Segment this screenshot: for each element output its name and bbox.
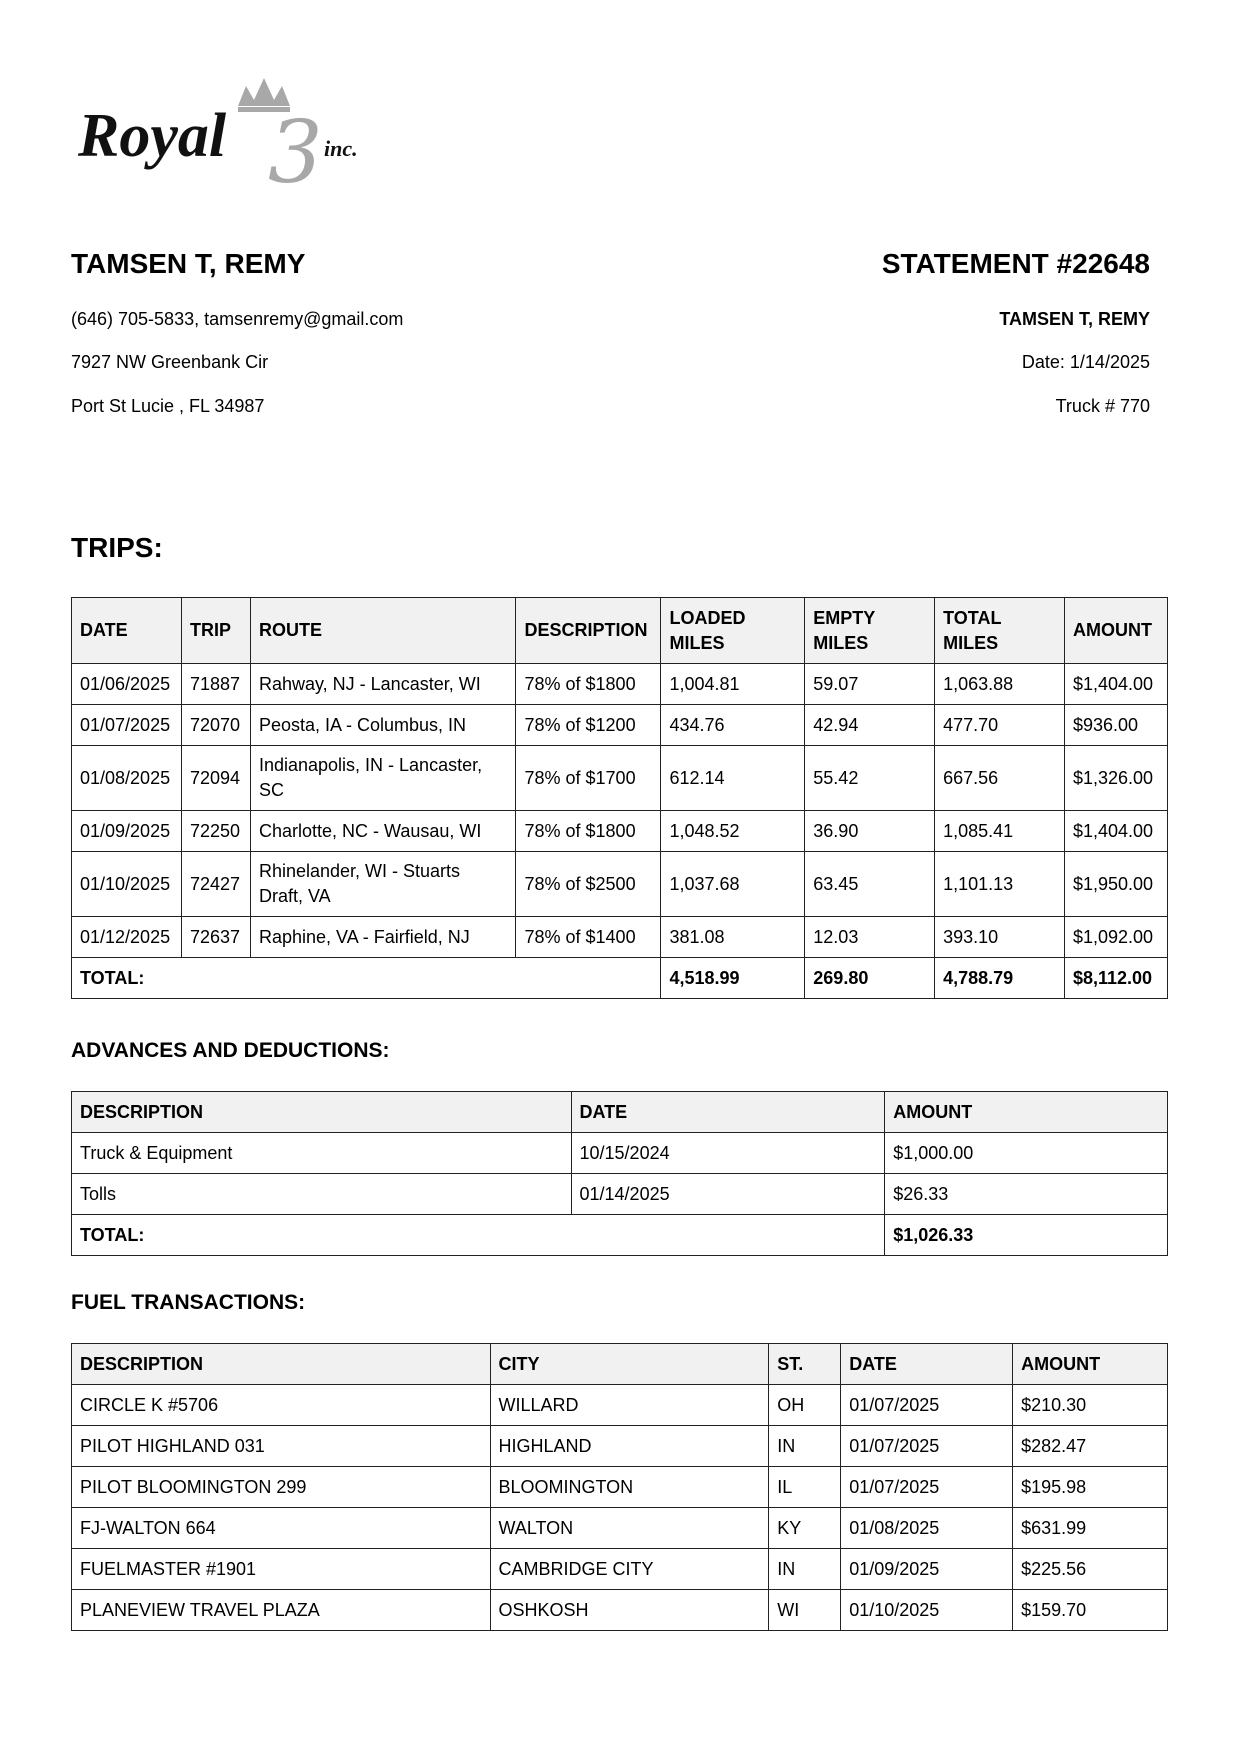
trips-total-loaded-miles: 4,518.99 xyxy=(661,958,805,999)
trip-number: 71887 xyxy=(181,664,250,705)
fuel-amount: $282.47 xyxy=(1013,1426,1168,1467)
deductions-total-row xyxy=(72,1215,1168,1256)
trip-amount: $1,092.00 xyxy=(1064,917,1167,958)
col-header-date: DATE xyxy=(571,1092,885,1133)
trip-description: 78% of $1800 xyxy=(516,664,661,705)
fuel-description: CIRCLE K #5706 xyxy=(72,1385,491,1426)
fuel-amount: $210.30 xyxy=(1013,1385,1168,1426)
deductions-total-label: TOTAL: xyxy=(72,1215,885,1256)
trip-number: 72070 xyxy=(181,705,250,746)
trip-number: 72094 xyxy=(181,746,250,811)
trip-date: 01/08/2025 xyxy=(72,746,182,811)
company-logo xyxy=(78,78,383,190)
trip-empty-miles: 55.42 xyxy=(805,746,935,811)
trip-loaded-miles: 612.14 xyxy=(661,746,805,811)
trip-total-miles: 1,085.41 xyxy=(935,811,1065,852)
fuel-description: FJ-WALTON 664 xyxy=(72,1508,491,1549)
fuel-city: WALTON xyxy=(490,1508,769,1549)
fuel-city: CAMBRIDGE CITY xyxy=(490,1549,769,1590)
driver-address-line1: 7927 NW Greenbank Cir xyxy=(71,352,269,372)
fuel-state: IN xyxy=(769,1426,841,1467)
trip-amount: $1,326.00 xyxy=(1064,746,1167,811)
deduction-description: Truck & Equipment xyxy=(72,1133,572,1174)
fuel-table xyxy=(71,1343,1168,1631)
fuel-description: PILOT BLOOMINGTON 299 xyxy=(72,1467,491,1508)
trips-total-amount: $8,112.00 xyxy=(1064,958,1167,999)
logo-numeral: 3 xyxy=(268,103,323,190)
fuel-date: 01/07/2025 xyxy=(841,1467,1013,1508)
table-row xyxy=(72,811,1168,852)
trip-route: Peosta, IA - Columbus, IN xyxy=(250,705,516,746)
col-header-amount: AMOUNT xyxy=(885,1092,1168,1133)
trip-route: Charlotte, NC - Wausau, WI xyxy=(250,811,516,852)
table-row xyxy=(72,1174,1168,1215)
col-header-total-miles: TOTAL MILES xyxy=(935,598,1065,664)
trip-total-miles: 667.56 xyxy=(935,746,1065,811)
trip-empty-miles: 63.45 xyxy=(805,852,935,917)
trip-loaded-miles: 381.08 xyxy=(661,917,805,958)
trip-loaded-miles: 434.76 xyxy=(661,705,805,746)
trip-route: Rahway, NJ - Lancaster, WI xyxy=(250,664,516,705)
col-header-description: DESCRIPTION xyxy=(516,598,661,664)
trip-number: 72250 xyxy=(181,811,250,852)
driver-contact: (646) 705-5833, tamsenremy@gmail.com xyxy=(71,309,404,329)
trip-total-miles: 1,101.13 xyxy=(935,852,1065,917)
trips-total-row xyxy=(72,958,1168,999)
col-header-date: DATE xyxy=(841,1344,1013,1385)
fuel-date: 01/10/2025 xyxy=(841,1590,1013,1631)
fuel-amount: $225.56 xyxy=(1013,1549,1168,1590)
trip-amount: $1,950.00 xyxy=(1064,852,1167,917)
trips-total-empty-miles: 269.80 xyxy=(805,958,935,999)
table-row xyxy=(72,852,1168,917)
trip-description: 78% of $1400 xyxy=(516,917,661,958)
fuel-date: 01/08/2025 xyxy=(841,1508,1013,1549)
trip-total-miles: 1,063.88 xyxy=(935,664,1065,705)
col-header-route: ROUTE xyxy=(250,598,516,664)
driver-name: TAMSEN T, REMY xyxy=(71,248,306,279)
fuel-city: OSHKOSH xyxy=(490,1590,769,1631)
trip-route: Raphine, VA - Fairfield, NJ xyxy=(250,917,516,958)
table-row xyxy=(72,1426,1168,1467)
trips-total-label: TOTAL: xyxy=(72,958,661,999)
statement-info xyxy=(590,246,1150,416)
trip-empty-miles: 42.94 xyxy=(805,705,935,746)
deduction-description: Tolls xyxy=(72,1174,572,1215)
trip-number: 72637 xyxy=(181,917,250,958)
deductions-total-amount: $1,026.33 xyxy=(885,1215,1168,1256)
fuel-city: BLOOMINGTON xyxy=(490,1467,769,1508)
fuel-city: HIGHLAND xyxy=(490,1426,769,1467)
trip-total-miles: 393.10 xyxy=(935,917,1065,958)
trip-description: 78% of $2500 xyxy=(516,852,661,917)
col-header-description: DESCRIPTION xyxy=(72,1344,491,1385)
table-row xyxy=(72,1590,1168,1631)
trip-empty-miles: 59.07 xyxy=(805,664,935,705)
statement-title: STATEMENT #22648 xyxy=(881,248,1150,279)
trip-loaded-miles: 1,037.68 xyxy=(661,852,805,917)
fuel-state: IL xyxy=(769,1467,841,1508)
fuel-date: 01/07/2025 xyxy=(841,1385,1013,1426)
table-row xyxy=(72,746,1168,811)
fuel-amount: $631.99 xyxy=(1013,1508,1168,1549)
trip-date: 01/12/2025 xyxy=(72,917,182,958)
table-row xyxy=(72,1133,1168,1174)
trip-amount: $1,404.00 xyxy=(1064,664,1167,705)
table-row xyxy=(72,705,1168,746)
statement-date: Date: 1/14/2025 xyxy=(1021,352,1150,372)
table-row xyxy=(72,917,1168,958)
deduction-date: 10/15/2024 xyxy=(571,1133,885,1174)
trip-date: 01/06/2025 xyxy=(72,664,182,705)
driver-address-line2: Port St Lucie , FL 34987 xyxy=(71,396,265,416)
trip-description: 78% of $1200 xyxy=(516,705,661,746)
trip-loaded-miles: 1,048.52 xyxy=(661,811,805,852)
trip-date: 01/09/2025 xyxy=(72,811,182,852)
trip-description: 78% of $1800 xyxy=(516,811,661,852)
trip-total-miles: 477.70 xyxy=(935,705,1065,746)
fuel-city: WILLARD xyxy=(490,1385,769,1426)
fuel-title: FUEL TRANSACTIONS: xyxy=(71,1291,306,1314)
trip-route: Rhinelander, WI - Stuarts Draft, VA xyxy=(250,852,516,917)
deductions-header-row xyxy=(72,1092,1168,1133)
fuel-description: PLANEVIEW TRAVEL PLAZA xyxy=(72,1590,491,1631)
fuel-date: 01/09/2025 xyxy=(841,1549,1013,1590)
trip-empty-miles: 36.90 xyxy=(805,811,935,852)
deduction-date: 01/14/2025 xyxy=(571,1174,885,1215)
fuel-amount: $159.70 xyxy=(1013,1590,1168,1631)
col-header-empty-miles: EMPTY MILES xyxy=(805,598,935,664)
trip-route: Indianapolis, IN - Lancaster, SC xyxy=(250,746,516,811)
table-row xyxy=(72,1508,1168,1549)
col-header-city: CITY xyxy=(490,1344,769,1385)
trip-date: 01/10/2025 xyxy=(72,852,182,917)
logo-suffix: inc. xyxy=(324,136,358,161)
col-header-amount: AMOUNT xyxy=(1064,598,1167,664)
col-header-description: DESCRIPTION xyxy=(72,1092,572,1133)
fuel-description: FUELMASTER #1901 xyxy=(72,1549,491,1590)
truck-number: Truck # 770 xyxy=(1055,396,1150,416)
table-row xyxy=(72,1549,1168,1590)
col-header-amount: AMOUNT xyxy=(1013,1344,1168,1385)
fuel-state: KY xyxy=(769,1508,841,1549)
col-header-date: DATE xyxy=(72,598,182,664)
col-header-state: ST. xyxy=(769,1344,841,1385)
fuel-state: OH xyxy=(769,1385,841,1426)
trip-number: 72427 xyxy=(181,852,250,917)
fuel-header-row xyxy=(72,1344,1168,1385)
logo-wordmark: Royal xyxy=(78,102,227,170)
trip-amount: $936.00 xyxy=(1064,705,1167,746)
col-header-loaded-miles: LOADED MILES xyxy=(661,598,805,664)
fuel-state: WI xyxy=(769,1590,841,1631)
deduction-amount: $1,000.00 xyxy=(885,1133,1168,1174)
fuel-description: PILOT HIGHLAND 031 xyxy=(72,1426,491,1467)
trip-amount: $1,404.00 xyxy=(1064,811,1167,852)
table-row xyxy=(72,1467,1168,1508)
fuel-state: IN xyxy=(769,1549,841,1590)
trips-table xyxy=(71,597,1168,999)
trips-total-miles: 4,788.79 xyxy=(935,958,1065,999)
trip-description: 78% of $1700 xyxy=(516,746,661,811)
table-row xyxy=(72,1385,1168,1426)
deductions-table xyxy=(71,1091,1168,1256)
trip-date: 01/07/2025 xyxy=(72,705,182,746)
trip-empty-miles: 12.03 xyxy=(805,917,935,958)
table-row xyxy=(72,664,1168,705)
driver-info xyxy=(71,246,631,416)
trips-title: TRIPS: xyxy=(71,532,163,563)
fuel-amount: $195.98 xyxy=(1013,1467,1168,1508)
fuel-date: 01/07/2025 xyxy=(841,1426,1013,1467)
statement-driver-name: TAMSEN T, REMY xyxy=(999,309,1150,329)
deduction-amount: $26.33 xyxy=(885,1174,1168,1215)
deductions-title: ADVANCES AND DEDUCTIONS: xyxy=(71,1039,390,1062)
trips-header-row xyxy=(72,598,1168,664)
trip-loaded-miles: 1,004.81 xyxy=(661,664,805,705)
col-header-trip: TRIP xyxy=(181,598,250,664)
